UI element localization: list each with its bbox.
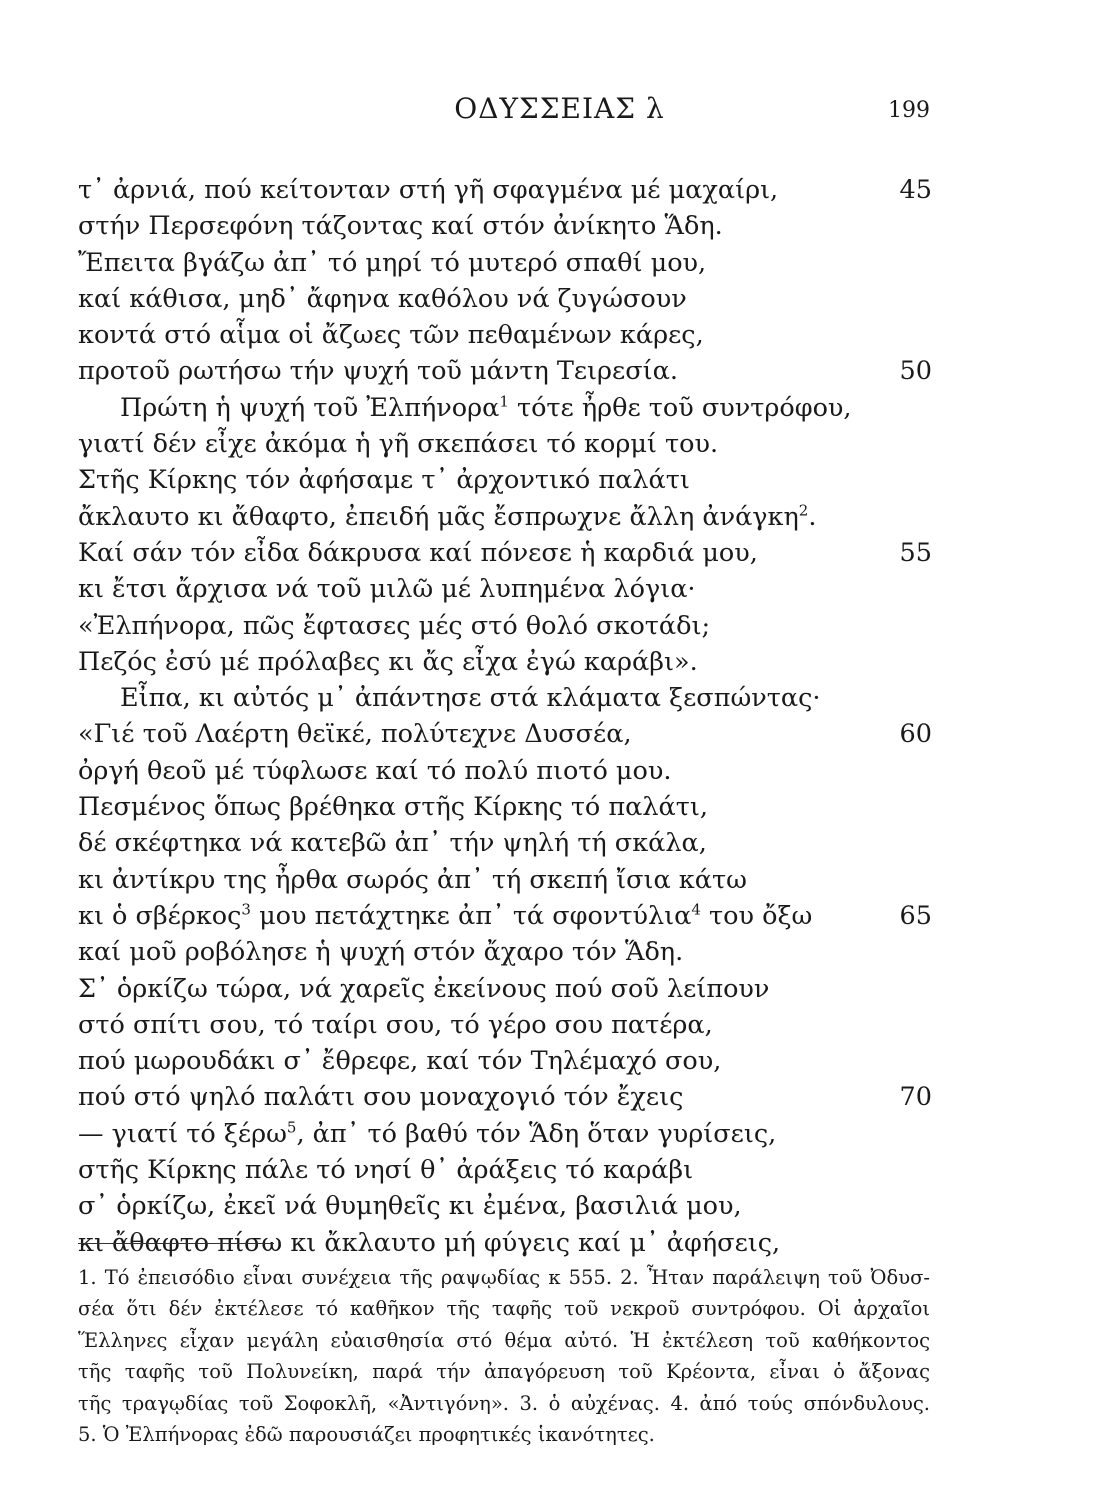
verse-line [78, 862, 938, 898]
verse-line [78, 208, 938, 244]
verse-text: στό σπίτι σου, τό ταίρι σου, τό γέρο σου πατέρα, [78, 1009, 713, 1040]
line-number: 50 [899, 356, 932, 387]
verse-text: γιατί δέν εἶχε ἀκόμα ἡ γῆ σκεπάσει τό κορμί του. [78, 429, 719, 460]
verse-text: προτοῦ ρωτήσω τήν ψυχή τοῦ μάντη Τειρεσία. [78, 356, 678, 387]
verse-line [78, 1079, 938, 1115]
verse-line [78, 716, 938, 752]
verse-line [78, 1116, 938, 1152]
verse-line [78, 426, 938, 462]
verse-line [78, 608, 938, 644]
verse-line [78, 172, 938, 208]
verse-line [78, 1152, 938, 1188]
page-number: 199 [888, 98, 930, 123]
verse-text-part: . [808, 501, 817, 532]
footnote-line: 1. Τό ἐπεισόδιο εἶναι συνέχεια τῆς ραψῳδίας κ 555. 2. Ἦταν παράλειψη τοῦ Ὀδυσ- [78, 1266, 930, 1289]
verse-line [78, 1188, 938, 1224]
verse-text: Σ᾽ ὁρκίζω τώρα, νά χαρεῖς ἐκείνους πού σοῦ λείπουν [78, 973, 770, 1004]
line-number: 60 [899, 719, 932, 750]
verse-line [78, 245, 938, 281]
verse-line [78, 1007, 938, 1043]
verse-text: Ἔπειτα βγάζω ἀπ᾽ τό μηρί τό μυτερό σπαθί μου, [78, 247, 707, 278]
verse-text: καί κάθισα, μηδ᾽ ἄφηνα καθόλου νά ζυγώσουν [78, 283, 687, 314]
verse-text-part: Πρώτη ἡ ψυχή τοῦ Ἐλπήνορα [120, 392, 500, 423]
footnote-marker: 5 [286, 1118, 297, 1137]
footnote-line: 5. Ὁ Ἐλπήνορας ἐδῶ παρουσιάζει προφητικές ἱκανότητες. [78, 1423, 655, 1447]
line-number: 55 [899, 537, 932, 568]
verse-text [78, 901, 812, 931]
footnotes [78, 1262, 930, 1450]
verse-line [78, 680, 938, 716]
verse-text: Καί σάν τόν εἶδα δάκρυσα καί πόνεσε ἡ καρδιά μου, [78, 537, 758, 568]
verse-text: στήν Περσεφόνη τάζοντας καί στόν ἀνίκητο Ἅδη. [78, 211, 723, 242]
footnote-separator [78, 1243, 274, 1244]
verse-line [78, 535, 938, 571]
verse-text: πού μωρουδάκι σ᾽ ἔθρεφε, καί τόν Τηλέμαχό σου, [78, 1046, 722, 1077]
verse-line [78, 753, 938, 789]
verse-text: «Γιέ τοῦ Λαέρτη θεϊκέ, πολύτεχνε Δυσσέα, [78, 719, 632, 750]
verse-text-part: ἄκλαυτο κι ἄθαφτο, ἐπειδή μᾶς ἔσπρωχνε ἄλλη ἀνάγκη [78, 501, 799, 532]
verse-text: τ᾽ ἀρνιά, πού κείτονταν στή γῆ σφαγμένα μέ μαχαίρι, [78, 175, 779, 205]
verse-text: Εἶπα, κι αὐτός μ᾽ ἀπάντησε στά κλάματα ξεσπώντας· [120, 683, 821, 714]
verse-line [78, 281, 938, 317]
footnote-line: Ἕλληνες εἶχαν μεγάλη εὐαισθησία στό θέμα αὐτό. Ἡ ἐκτέλεση τοῦ καθήκοντος [78, 1328, 930, 1352]
verse-text: πού στό ψηλό παλάτι σου μοναχογιό τόν ἔχεις [78, 1082, 684, 1113]
verse-text-part: — γιατί τό ξέρω [78, 1118, 287, 1149]
verse-line [78, 934, 938, 970]
verse-text: σ᾽ ὁρκίζω, ἐκεῖ νά θυμηθεῖς κι ἐμένα, βασιλιά μου, [78, 1191, 742, 1222]
verse-line [78, 1043, 938, 1079]
line-number: 65 [899, 900, 932, 931]
verse-text: ὀργή θεοῦ μέ τύφλωσε καί τό πολύ πιοτό μου. [78, 755, 672, 786]
footnote-marker: 1 [499, 392, 509, 411]
verse-text-part: , ἀπ᾽ τό βαθύ τόν Ἅδη ὅταν γυρίσεις, [296, 1118, 777, 1149]
verse-text: κοντά στό αἷμα οἱ ἄζωες τῶν πεθαμένων κάρες, [78, 320, 704, 351]
verse-line [78, 462, 938, 498]
line-number: 70 [899, 1082, 932, 1113]
verse-line [78, 644, 938, 680]
verse-text: στῆς Κίρκης πάλε τό νησί θ᾽ ἀράξεις τό καράβι [78, 1155, 694, 1186]
footnote-line: τῆς ταφῆς τοῦ Πολυνείκη, παρά τήν ἀπαγόρευση τοῦ Κρέοντα, εἶναι ὁ ἄξονας [78, 1360, 930, 1384]
verse-text-part: κι ὁ σβέρκος [78, 900, 242, 931]
verse-line [78, 789, 938, 825]
verse-line [78, 317, 938, 353]
verse-line [78, 898, 938, 934]
verse-line [78, 571, 938, 607]
footnote-line: σέα ὅτι δέν ἐκτέλεσε τό καθῆκον τῆς ταφῆς τοῦ νεκροῦ συντρόφου. Οἱ ἀρχαῖοι [78, 1297, 930, 1321]
verse-text: «Ἐλπήνορα, πῶς ἔφτασες μές στό θολό σκοτάδι; [78, 610, 711, 641]
footnote-line: τῆς τραγῳδίας τοῦ Σοφοκλῆ, «Ἀντιγόνη». 3. ὁ αὐχένας. 4. ἀπό τούς σπόνδυλους. [78, 1391, 930, 1415]
verse-text: κι ἄθαφτο πίσω κι ἄκλαυτο μή φύγεις καί μ᾽ ἀφήσεις, [78, 1227, 781, 1258]
verse-text: δέ σκέφτηκα νά κατεβῶ ἀπ᾽ τήν ψηλή τή σκάλα, [78, 828, 707, 859]
verse-text [78, 393, 852, 423]
verse-line [78, 353, 938, 389]
verse-text: Στῆς Κίρκης τόν ἀφήσαμε τ᾽ ἀρχοντικό παλάτι [78, 465, 690, 496]
verse-text: Πεζός ἐσύ μέ πρόλαβες κι ἄς εἶχα ἐγώ καράβι». [78, 646, 698, 677]
verse-text: Πεσμένος ὅπως βρέθηκα στῆς Κίρκης τό παλάτι, [78, 792, 708, 823]
verse-text: κι ἔτσι ἄρχισα νά τοῦ μιλῶ μέ λυπημένα λόγια· [78, 574, 696, 605]
verse-line [78, 499, 938, 535]
line-number: 45 [899, 175, 932, 205]
verse-text [78, 502, 816, 532]
verse-line [78, 390, 938, 426]
verse-block [78, 172, 938, 1261]
verse-text-part: τότε ἦρθε τοῦ συντρόφου, [508, 392, 852, 423]
running-header-title: ΟΔΥΣΣΕΙΑΣ λ [454, 92, 665, 125]
footnote-marker: 3 [241, 900, 251, 919]
verse-line [78, 825, 938, 861]
footnote-marker: 2 [798, 501, 809, 520]
verse-text: καί μοῦ ροβόλησε ἡ ψυχή στόν ἄχαρο τόν Ἅδη. [78, 937, 684, 968]
verse-text [78, 1119, 776, 1149]
verse-text-part: μου πετάχτηκε ἀπ᾽ τά σφοντύλια [250, 900, 692, 931]
verse-text: κι ἀντίκρυ της ἦρθα σωρός ἀπ᾽ τή σκεπή ἴσια κάτω [78, 864, 747, 895]
verse-line [78, 971, 938, 1007]
verse-text-part: του ὄξω [700, 900, 813, 931]
footnote-marker: 4 [691, 900, 701, 919]
